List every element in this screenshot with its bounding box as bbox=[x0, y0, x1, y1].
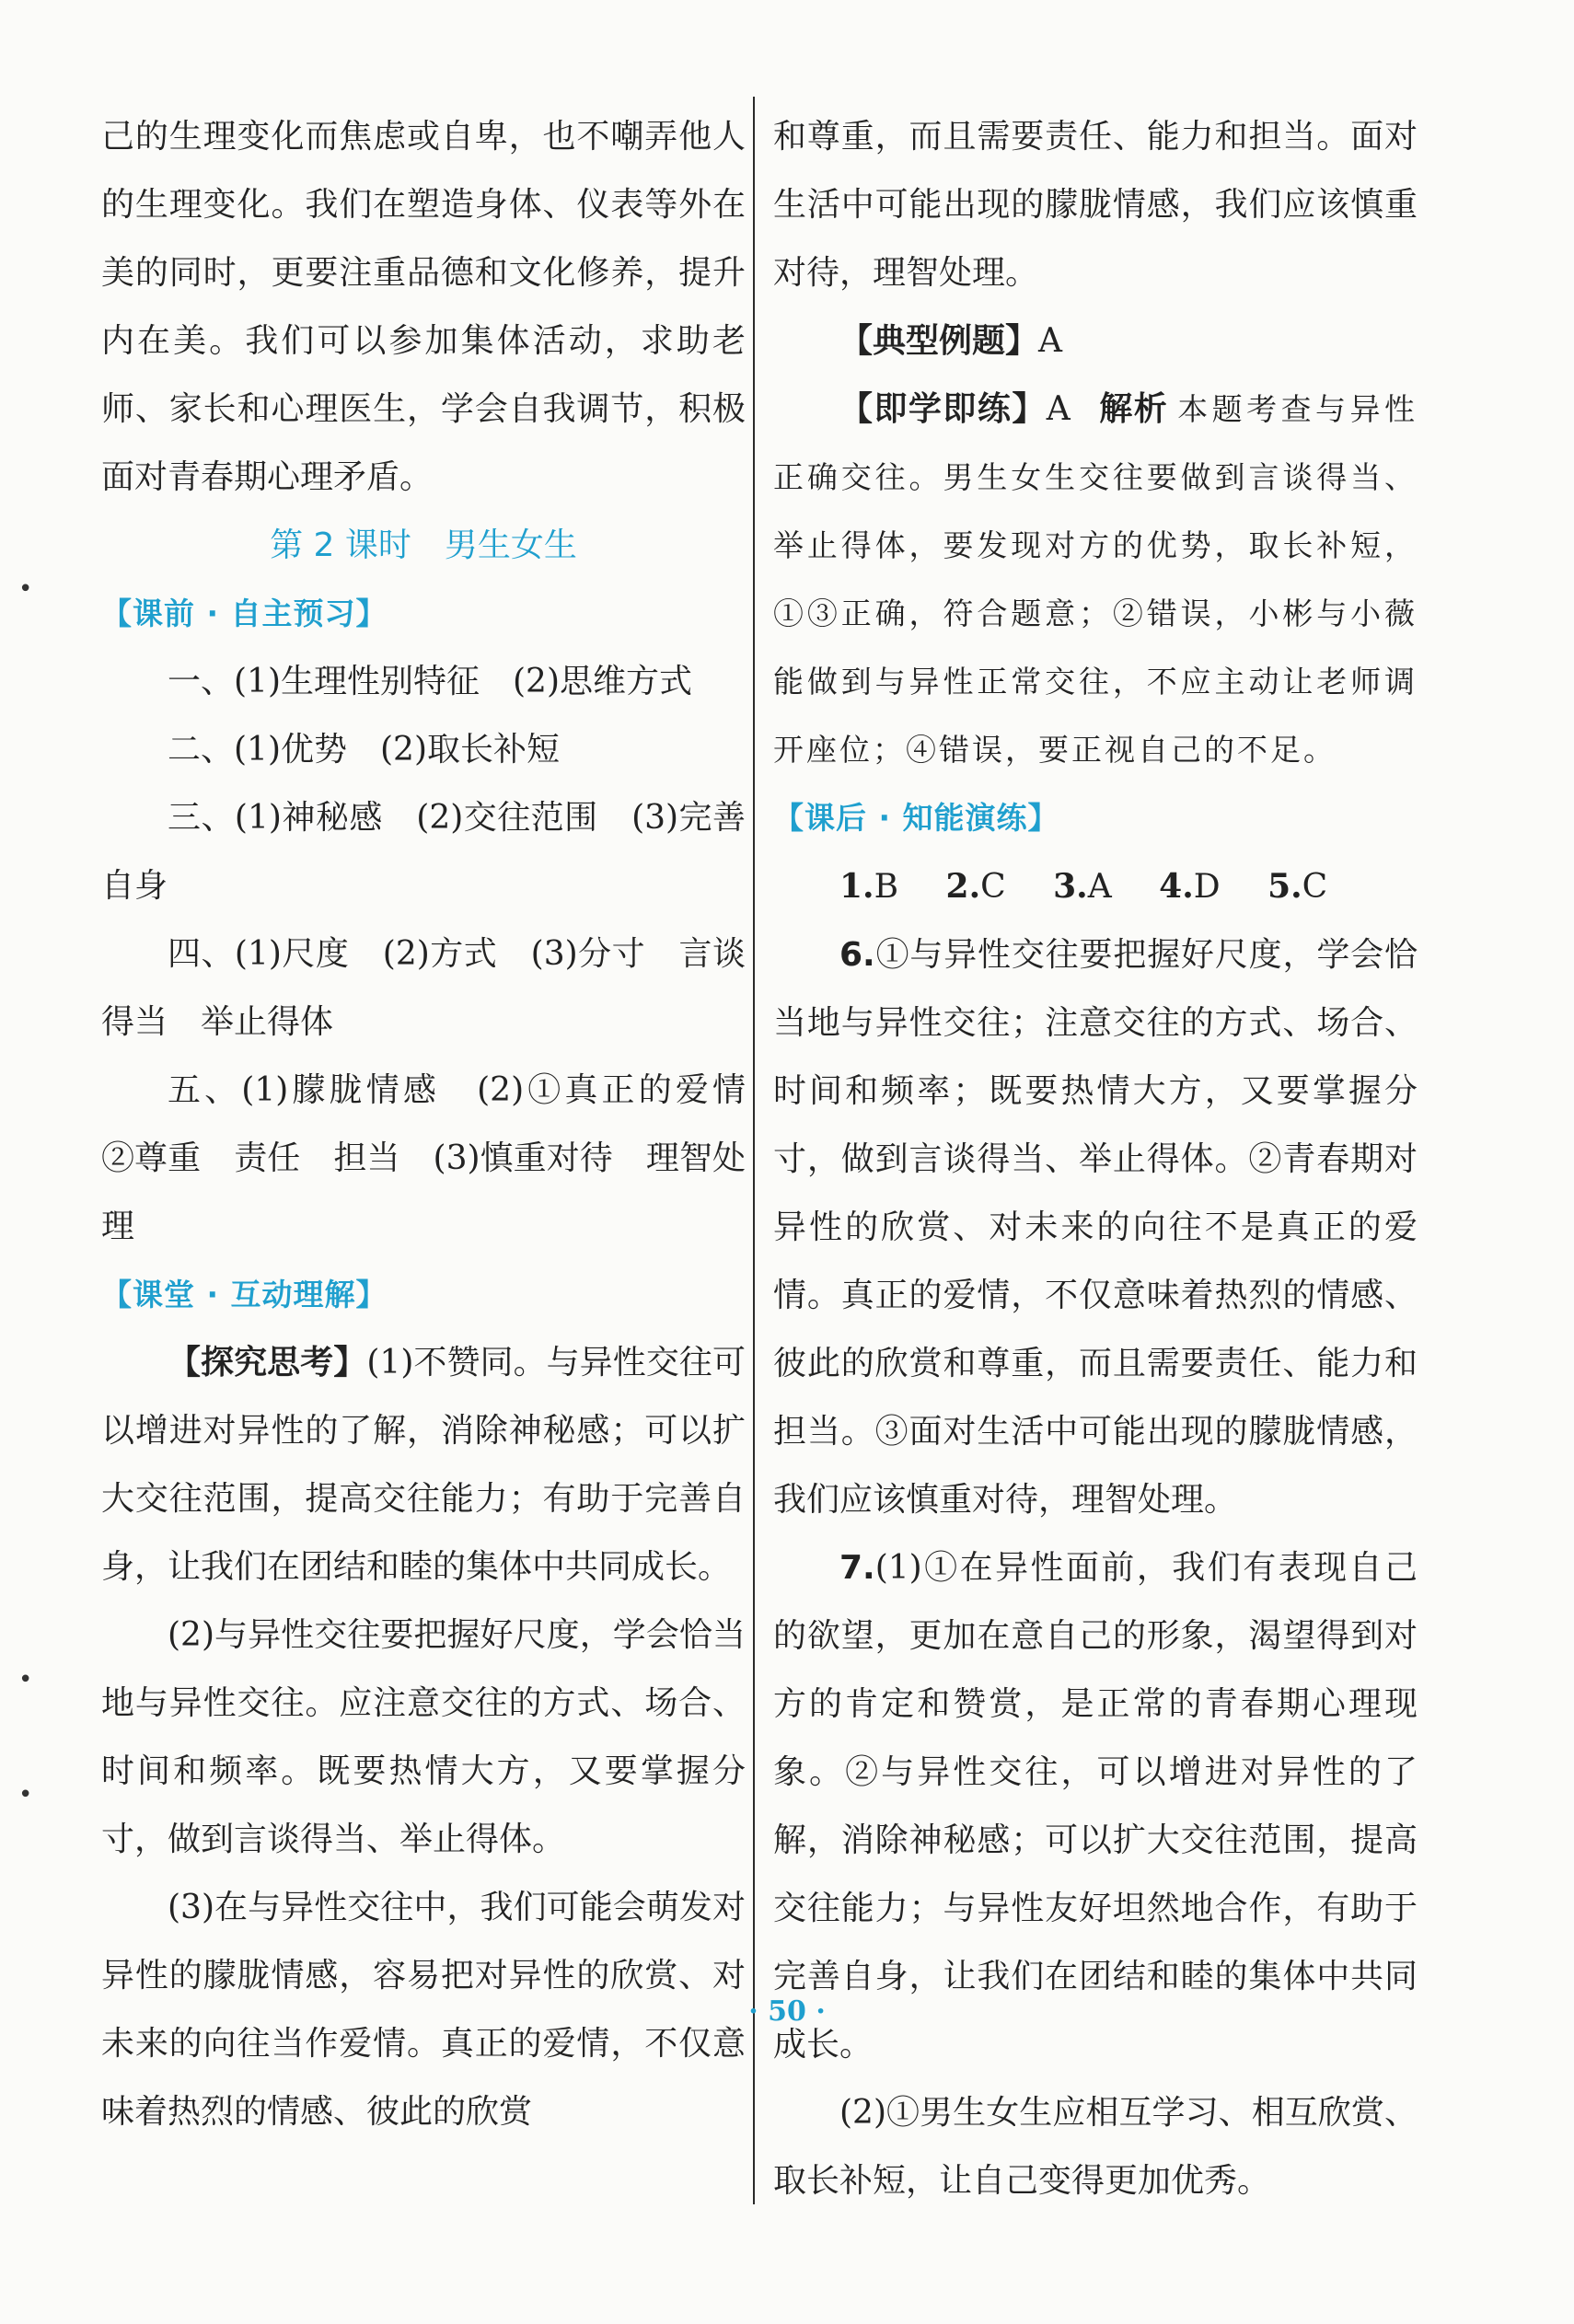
page-number: · 50 · bbox=[748, 1995, 826, 2028]
margin-mark: • bbox=[18, 1781, 33, 1809]
column-divider bbox=[753, 97, 755, 2204]
right-column bbox=[773, 103, 1418, 2215]
intro-paragraph: 己的生理变化而焦虑或自卑，也不嘲弄他人的生理变化。我们在塑造身体、仪表等外在美的同时，更要注重品德和文化修养，提升内在美。我们可以参加集体活动，求助老师、家长和心理医生，学会自我调节，积极面对青春期心理矛盾。 bbox=[101, 118, 746, 496]
mc-answer: 1.B bbox=[839, 867, 899, 906]
preview-answer-3: 三、(1)神秘感 (2)交往范围 (3)完善自身 bbox=[101, 799, 746, 905]
margin-mark: • bbox=[18, 1666, 33, 1694]
analysis-text: 本题考查与异性正确交往。男生女生交往要做到言谈得当、举止得体，要发现对方的优势，取长补短，①③正确，符合题意；②错误，小彬与小薇能做到与异性正常交往，不应主动让老师调开座位；④错误，要正视自己的不足。 bbox=[773, 391, 1418, 768]
question-7-part-1: 7.(1)①在异性面前，我们有表现自己的欲望，更加在意自己的形象，渴望得到对方的肯定和赞赏，是正常的青春期心理现象。②与异性交往，可以增进对异性的了解，消除神秘感；可以扩大交往范围，提高交往能力；与异性友好坦然地合作，有助于完善自身，让我们在团结和睦的集体中共同成长。 bbox=[773, 1549, 1418, 2064]
example-label: 【典型例题】 bbox=[839, 322, 1039, 360]
continued-paragraph: 和尊重，而且需要责任、能力和担当。面对生活中可能出现的朦胧情感，我们应该慎重对待，理智处理。 bbox=[773, 118, 1418, 292]
example-answer: 【典型例题】A bbox=[839, 322, 1063, 360]
margin-mark: • bbox=[18, 575, 33, 603]
section-classroom-heading: 【课堂 · 互动理解】 bbox=[101, 1277, 388, 1312]
mc-answer: 5.C bbox=[1267, 867, 1328, 906]
preview-answer-1: 一、(1)生理性别特征 (2)思维方式 bbox=[168, 663, 692, 700]
left-column bbox=[101, 103, 780, 2146]
question-6-answer: 6.①与异性交往要把握好尺度，学会恰当地与异性交往；注意交往的方式、场合、时间和频率；既要热情大方，又要掌握分寸，做到言谈得当、举止得体。②青春期对异性的欣赏、对未来的向往不是真正的爱情。真正的爱情，不仅意味着热烈的情感、彼此的欣赏和尊重，而且需要责任、能力和担当。③面对生活中可能出现的朦胧情感，我们应该慎重对待，理智处理。 bbox=[773, 936, 1418, 1519]
question-7-part-2: (2)①男生女生应相互学习、相互欣赏、取长补短，让自己变得更加优秀。 bbox=[773, 2094, 1418, 2200]
mc-answer: 3.A bbox=[1053, 867, 1112, 906]
analysis-label: 解析 bbox=[1097, 390, 1169, 428]
practice-answer: 【即学即练】A 解析 本题考查与异性正确交往。男生女生交往要做到言谈得当、举止得体，要发现对方的优势，取长补短，①③正确，符合题意；②错误，小彬与小薇能做到与异性正常交往，不应主动让老师调开座位；④错误，要正视自己的不足。 bbox=[773, 390, 1418, 768]
practice-label: 【即学即练】 bbox=[839, 390, 1047, 428]
preview-answer-5: 五、(1)朦胧情感 (2)①真正的爱情 ②尊重 责任 担当 (3)慎重对待 理智处理 bbox=[101, 1071, 780, 1245]
section-after-class-heading: 【课后 · 知能演练】 bbox=[773, 800, 1059, 836]
mc-answer: 4.D bbox=[1159, 867, 1221, 906]
explore-answer-3: (3)在与异性交往中，我们可能会萌发对异性的朦胧情感，容易把对异性的欣赏、对未来的向往当作爱情。真正的爱情，不仅意味着热烈的情感、彼此的欣赏 bbox=[101, 1889, 746, 2131]
lesson-title: 第 2 课时 男生女生 bbox=[270, 526, 577, 564]
mc-answer: 2.C bbox=[945, 867, 1006, 906]
preview-answer-2: 二、(1)优势 (2)取长补短 bbox=[168, 731, 560, 769]
explore-answer-1: 【探究思考】(1)不赞同。与异性交往可以增进对异性的了解，消除神秘感；可以扩大交往范围，提高交往能力；有助于完善自身，让我们在团结和睦的集体中共同成长。 bbox=[101, 1344, 746, 1586]
explore-answer-2: (2)与异性交往要把握好尺度，学会恰当地与异性交往。应注意交往的方式、场合、时间和频率。既要热情大方，又要掌握分寸，做到言谈得当、举止得体。 bbox=[101, 1616, 746, 1858]
preview-answer-4: 四、(1)尺度 (2)方式 (3)分寸 言谈得当 举止得体 bbox=[101, 935, 746, 1041]
explore-label: 【探究思考】 bbox=[168, 1344, 367, 1382]
multiple-choice-answers bbox=[773, 852, 1418, 921]
section-preview-heading: 【课前 · 自主预习】 bbox=[101, 595, 388, 631]
